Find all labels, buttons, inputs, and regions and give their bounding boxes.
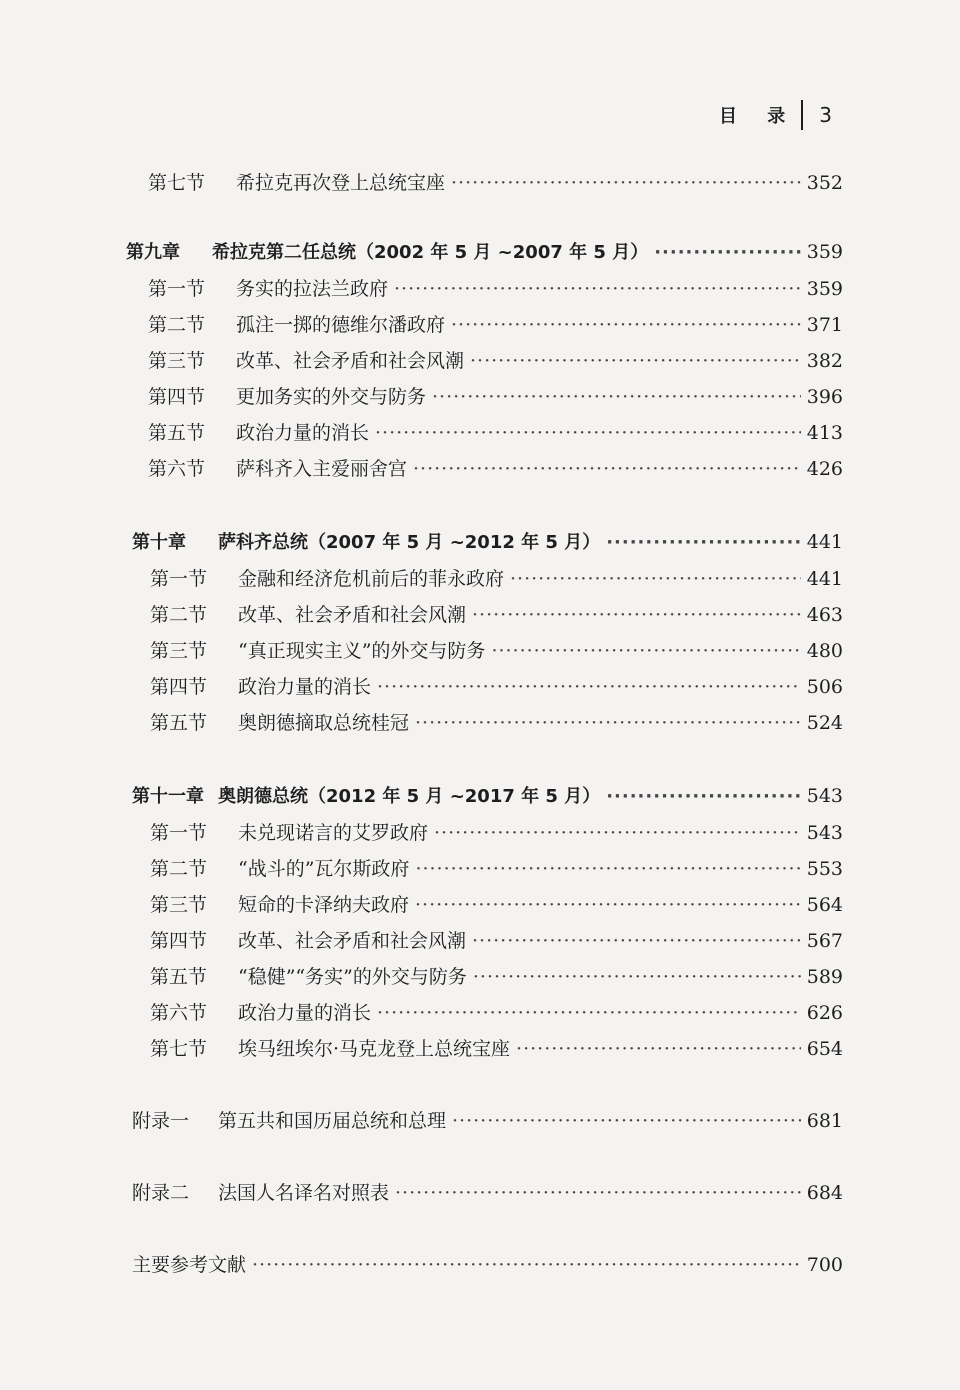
toc-leader-dots [415,894,801,916]
toc-entry-title: 更加务实的外交与防务 [236,386,427,408]
toc-entry-label: 第五节 [150,712,208,734]
toc-leader-dots [491,640,800,662]
toc-entry-label: 第一节 [148,278,206,300]
toc-leader-dots [252,1254,801,1276]
toc-entry-label: 第四节 [150,930,208,952]
toc-section-entry [148,454,843,482]
header-page-number: 3 [819,103,832,127]
toc-section-entry [150,564,843,592]
toc-entry-title: “真正现实主义”的外交与防务 [238,640,486,662]
toc-appendix-entry [132,1250,843,1278]
toc-entry-label: 第二节 [150,858,208,880]
toc-page-number: 589 [806,966,843,988]
toc-leader-dots [451,314,801,336]
toc-page-number: 382 [806,350,843,372]
toc-chapter-entry [132,528,843,556]
toc-section-entry [150,818,843,846]
toc-page-number: 524 [806,712,843,734]
toc-page-number: 441 [806,568,843,590]
toc-entry-label: 第十一章 [132,786,204,807]
toc-leader-dots [451,172,801,194]
toc-section-entry [148,418,843,446]
toc-entry-title: 希拉克再次登上总统宝座 [236,172,446,194]
toc-entry-label: 第七节 [150,1038,208,1060]
toc-page-number: 506 [806,676,843,698]
toc-entry-label: 第四节 [150,676,208,698]
toc-section-entry [150,600,843,628]
toc-section-entry [150,708,843,736]
toc-leader-dots [472,930,801,952]
toc-page-number: 359 [806,278,843,300]
toc-section-entry [148,274,843,302]
toc-entry-title: 短命的卡泽纳夫政府 [238,894,410,916]
toc-section-entry [148,382,843,410]
toc-entry-title: 第五共和国历届总统和总理 [218,1110,447,1132]
toc-page-number: 553 [806,858,843,880]
toc-page-number: 413 [806,422,843,444]
toc-leader-dots [413,458,801,480]
toc-section-entry [148,310,843,338]
toc-entry-label: 第六节 [148,458,206,480]
toc-leader-dots [510,568,801,590]
toc-entry-title: 萨科齐总统（2007 年 5 月 ~2012 年 5 月） [218,532,601,553]
toc-page-number: 359 [806,241,843,263]
toc-section-entry [150,672,843,700]
toc-page-number: 654 [806,1038,843,1060]
toc-page-number: 681 [806,1110,843,1132]
toc-leader-dots [473,966,801,988]
toc-entry-title: 法国人名译名对照表 [218,1182,390,1204]
toc-section-entry [150,926,843,954]
toc-entry-label: 第三节 [150,894,208,916]
toc-section-entry [148,168,843,196]
toc-page-number: 543 [806,822,843,844]
toc-entry-title: 改革、社会矛盾和社会风潮 [238,604,467,626]
toc-entry-label: 第二节 [148,314,206,336]
toc-entry-title: 改革、社会矛盾和社会风潮 [238,930,467,952]
toc-entry-title: 政治力量的消长 [236,422,370,444]
toc-entry-label: 第三节 [150,640,208,662]
toc-entry-label: 第十章 [132,532,186,553]
toc-entry-title: 改革、社会矛盾和社会风潮 [236,350,465,372]
toc-page-number: 371 [806,314,843,336]
toc-entry-title: 未兑现诺言的艾罗政府 [238,822,429,844]
toc-entry-title: 奥朗德摘取总统桂冠 [238,712,410,734]
toc-entry-title: 主要参考文献 [132,1254,247,1276]
toc-entry-label: 附录一 [132,1110,190,1132]
toc-entry-label: 第五节 [150,966,208,988]
toc-page-number: 543 [806,785,843,807]
toc-section-entry [148,346,843,374]
toc-entry-title: 金融和经济危机前后的菲永政府 [238,568,505,590]
toc-page-number: 396 [806,386,843,408]
toc-entry-label: 第五节 [148,422,206,444]
toc-entry-label: 第四节 [148,386,206,408]
toc-leader-dots [415,712,801,734]
header-title: 目 录 [718,106,798,127]
toc-entry-label: 第一节 [150,568,208,590]
toc-page-number: 426 [806,458,843,480]
toc-section-entry [150,636,843,664]
toc-leader-dots [377,676,801,698]
toc-page-number: 626 [806,1002,843,1024]
toc-entry-title: 政治力量的消长 [238,676,372,698]
toc-entry-label: 第七节 [148,172,206,194]
toc-leader-dots [395,1182,801,1204]
toc-leader-dots [516,1038,801,1060]
toc-entry-title: 政治力量的消长 [238,1002,372,1024]
toc-leader-dots [394,278,801,300]
toc-appendix-entry [132,1106,843,1134]
toc-chapter-entry [126,238,843,266]
toc-entry-label: 第六节 [150,1002,208,1024]
toc-leader-dots [470,350,801,372]
toc-entry-title: 埃马纽埃尔·马克龙登上总统宝座 [238,1038,511,1060]
toc-entry-title: 萨科齐入主爱丽舍宫 [236,458,408,480]
toc-section-entry [150,890,843,918]
toc-page-number: 480 [806,640,843,662]
toc-leader-dots [432,386,801,408]
toc-leader-dots [452,1110,801,1132]
toc-entry-title: “稳健”“务实”的外交与防务 [238,966,467,988]
toc-entry-title: “战斗的”瓦尔斯政府 [238,858,410,880]
toc-page-number: 700 [806,1254,843,1276]
toc-leader-dots [375,422,801,444]
toc-section-entry [150,1034,843,1062]
toc-chapter-entry [132,782,843,810]
toc-page-number: 567 [806,930,843,952]
toc-leader-dots [654,242,801,263]
toc-entry-title: 希拉克第二任总统（2002 年 5 月 ~2007 年 5 月） [212,242,649,263]
page-header [719,100,832,130]
toc-leader-dots [415,858,800,880]
toc-leader-dots [472,604,801,626]
toc-section-entry [150,998,843,1026]
toc-page-number: 463 [806,604,843,626]
toc-leader-dots [377,1002,801,1024]
toc-leader-dots [434,822,801,844]
toc-entry-label: 第一节 [150,822,208,844]
toc-page-number: 564 [806,894,843,916]
toc-leader-dots [606,532,801,553]
toc-section-entry [150,854,843,882]
toc-section-entry [150,962,843,990]
toc-entry-title: 务实的拉法兰政府 [236,278,389,300]
toc-entry-title: 奥朗德总统（2012 年 5 月 ~2017 年 5 月） [218,786,601,807]
toc-page-number: 684 [806,1182,843,1204]
toc-leader-dots [606,786,801,807]
toc-entry-title: 孤注一掷的德维尔潘政府 [236,314,446,336]
toc-page-number: 441 [806,531,843,553]
header-divider [801,100,803,130]
toc-page-number: 352 [806,172,843,194]
toc-appendix-entry [132,1178,843,1206]
toc-entry-label: 第九章 [126,242,180,263]
toc-entry-label: 第二节 [150,604,208,626]
toc-entry-label: 附录二 [132,1182,190,1204]
toc-entry-label: 第三节 [148,350,206,372]
